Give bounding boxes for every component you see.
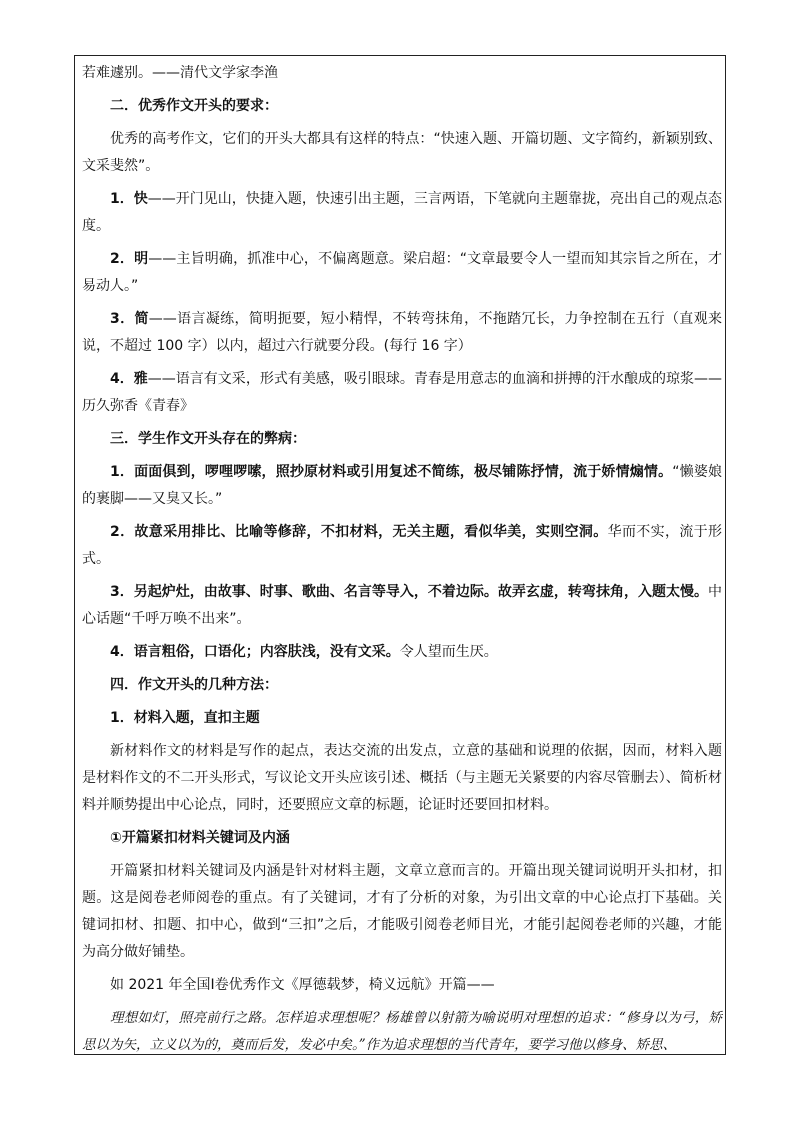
section-4-paragraph-2: 开篇紧扣材料关键词及内涵是针对材料主题，文章立意而言的。开篇出现关键词说明开头扣材，扣题。这是阅卷老师阅卷的重点。有了关键词，才有了分析的对象，为引出文章的中心论点打下基础。关键词扣材、扣题、扣中心，做到“三扣”之后，才能吸引阅卷老师目光，才能引起阅卷老师的兴趣，才能为高分做好铺垫。 [82,863,722,960]
section-4-heading: 四．作文开头的几种方法： [110,677,278,693]
item-text: ——语言有文采，形式有美感，吸引眼球。青春是用意志的血滴和拼搏的汗水酿成的琼浆——历久弥香《青春》 [82,371,723,414]
section-3-item-4 [82,639,722,666]
section-3-heading: 三．学生作文开头存在的弊病： [110,431,306,447]
section-3-item-3 [82,579,722,633]
item-lead: 雅 [133,371,148,387]
item-bold-text: 4．语言粗俗，口语化；内容肤浅，没有文采。 [110,644,400,660]
item-number: 4． [110,371,134,387]
document-body [82,60,722,1059]
item-number: 2． [110,251,135,267]
item-plain-text: “懒婆娘的裹脚——又臭又长。” [82,464,722,507]
item-bold-text: 2．故意采用排比、比喻等修辞，不扣材料，无关主题，看似华美，实则空洞。 [110,524,608,540]
item-lead: 明 [134,251,149,267]
section-4-paragraph-1: 新材料作文的材料是写作的起点，表达交流的出发点，立意的基础和说理的依据，因而，材料入题是材料作文的不二开头形式，写议论文开头应该引述、概括（与主题无关紧要的内容尽管删去）、简析材料并顺势提出中心论点，同时，还要照应文章的标题，论证时还要回扣材料。 [82,743,722,813]
section-2-item-3 [82,306,722,360]
attribution-line: 若难遽别。——清代文学家李渔 [82,65,278,81]
example-intro: 如 2021 年全国Ⅰ卷优秀作文《厚德载梦，椅义远航》开篇—— [110,977,495,993]
item-plain-text: 令人望而生厌。 [399,644,498,660]
item-number: 3． [110,311,135,327]
item-number: 1． [110,191,134,207]
item-plain-text: 中心话题“千呼万唤不出来”。 [82,584,722,627]
section-3-item-1 [82,459,722,513]
example-excerpt: 理想如灯，照亮前行之路。怎样追求理想呢？杨雄曾以射箭为喻说明对理想的追求：“修身以为弓，矫思以为矢，立义以为的，奠而后发，发必中矣。”作为追求理想的当代青年，要学习他以修身、矫思、 [82,1010,722,1053]
item-lead: 简 [134,311,149,327]
section-2-item-4 [82,366,722,420]
item-bold-text: 3．另起炉灶，由故事、时事、歌曲、名言等导入，不着边际。故弄玄虚，转弯抹角，入题太慢。 [110,584,708,600]
section-4-subheading-1: 1．材料入题，直扣主题 [110,710,260,726]
item-text: ——语言凝练，简明扼要，短小精悍，不转弯抹角，不拖踏冗长，力争控制在五行（直观来说，不超过 100 字）以内，超过六行就要分段。(每行 16 字） [82,311,723,354]
section-3-item-2 [82,519,722,573]
section-2-heading: 二．优秀作文开头的要求： [110,98,278,114]
section-2-intro: 优秀的高考作文，它们的开头大都具有这样的特点：“快速入题、开篇切题、文字简约，新颖别致、文采斐然”。 [82,131,722,174]
section-2-item-2 [82,246,722,300]
item-bold-text: 1．面面俱到，啰哩啰嗦，照抄原材料或引用复述不简练，极尽铺陈抒情，流于娇情煽情。 [110,464,673,480]
item-lead: 快 [133,191,148,207]
section-4-subheading-2: ①开篇紧扣材料关键词及内涵 [110,830,290,846]
item-text: ——开门见山，快捷入题，快速引出主题，三言两语，下笔就向主题靠拢，亮出自己的观点态度。 [82,191,723,234]
item-plain-text: 华而不实，流于形式。 [82,524,722,567]
item-text: ——主旨明确，抓准中心，不偏离题意。梁启超：“文章最要令人一望而知其宗旨之所在，才易动人。” [82,251,722,294]
section-2-item-1 [82,186,722,240]
